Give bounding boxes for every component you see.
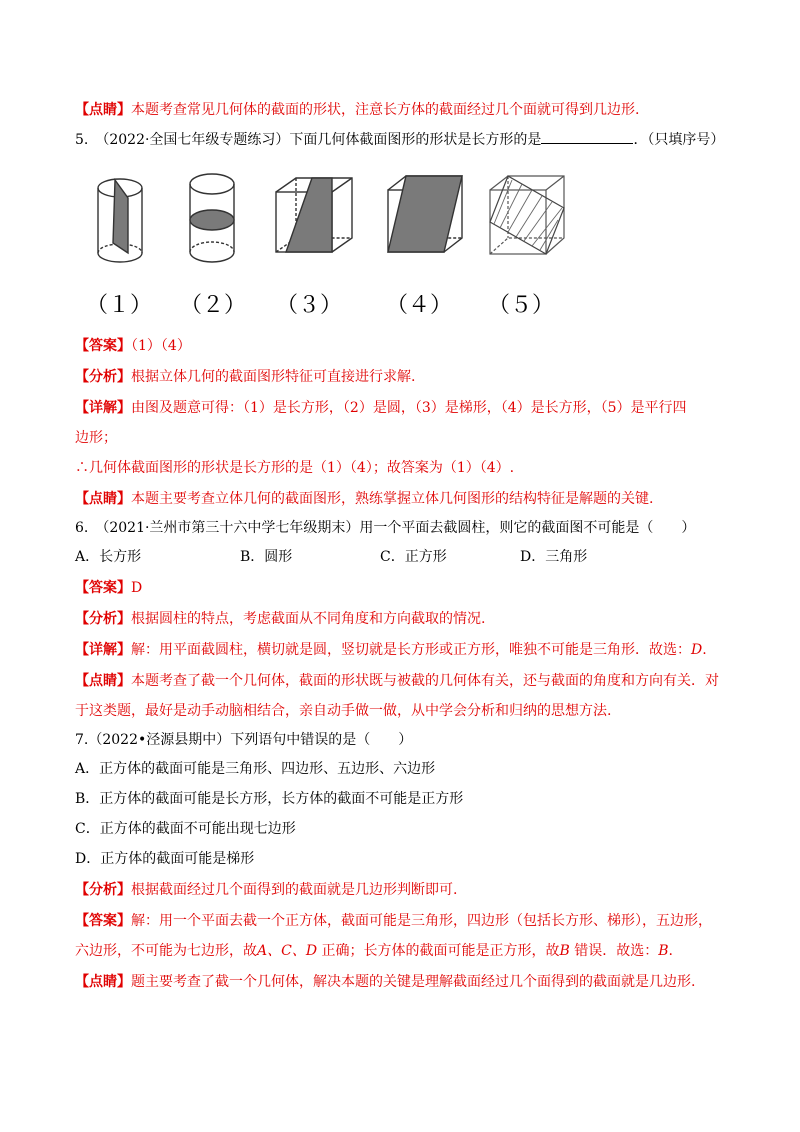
q6-option-d: D．三角形 (520, 549, 588, 565)
q5-detail-line1: 【详解】由图及题意可得：（1）是长方形，（2）是圆，（3）是梯形，（4）是长方形，（5）是平行四 (75, 400, 687, 416)
q5-detail-line3: ∴几何体截面图形的形状是长方形的是（1）（4）；故答案为（1）（4）. (75, 460, 515, 476)
cylinder-vertical-section-icon (98, 179, 142, 262)
cube-trapezoid-section-icon (276, 178, 352, 252)
q6-analysis: 【分析】根据圆柱的特点，考虑截面从不同角度和方向截取的情况. (75, 611, 486, 627)
q4-note: 【点睛】本题考查常见几何体的截面的形状，注意长方体的截面经过几个面就可得到几边形. (75, 102, 640, 118)
q6-note-line2: 于这类题，最好是动手动脑相结合，亲自动手做一做，从中学会分析和归纳的思想方法. (75, 703, 612, 719)
cylinder-horizontal-section-icon (190, 174, 234, 262)
q6-detail: 【详解】解：用平面截圆柱，横切就是圆，竖切就是长方形或正方形，唯独不可能是三角形．故选：D. (75, 642, 707, 658)
q7-answer-line2: 六边形，不可能为七边形，故A、C、D 正确；长方体的截面可能是正方形，故B 错误．故选：B. (75, 943, 673, 959)
cube-rectangle-section-icon (388, 176, 462, 252)
q6-answer: 【答案】D (75, 580, 143, 596)
q7-analysis: 【分析】根据截面经过几个面得到的截面就是几边形判断即可. (75, 882, 458, 898)
q5-figure (80, 168, 580, 318)
q7-option-b: B．正方体的截面可能是长方形，长方体的截面不可能是正方形 (75, 791, 464, 807)
q6-option-c: C．正方形 (380, 549, 447, 565)
q5-analysis: 【分析】根据立体几何的截面图形特征可直接进行求解. (75, 369, 416, 385)
cube-parallelogram-section-icon (490, 176, 564, 254)
q7-note: 【点睛】题主要考查了截一个几何体，解决本题的关键是理解截面经过几个面得到的截面就是几边形. (75, 974, 696, 990)
q6-note-line1: 【点睛】本题考查了截一个几何体，截面的形状既与被截的几何体有关，还与截面的角度和方向有关．对 (75, 673, 719, 689)
q7-option-c: C．正方体的截面不可能出现七边形 (75, 821, 296, 837)
q6-options (75, 547, 587, 567)
q5-detail-line2: 边形； (75, 430, 117, 446)
figure-label-4: （４） (386, 293, 453, 318)
q7-option-a: A．正方体的截面可能是三角形、四边形、五边形、六边形 (75, 761, 436, 777)
figure-label-5: （５） (488, 293, 555, 318)
solids-illustration (80, 168, 580, 288)
figure-label-1: （１） (86, 293, 153, 318)
q6-option-a: A．长方形 (75, 549, 142, 565)
q7-stem: 7.（2022•泾源县期中）下列语句中错误的是（ ） (75, 732, 413, 748)
figure-label-3: （３） (276, 293, 343, 318)
q5-answer: 【答案】（1）（4） (75, 338, 191, 354)
answer-blank (541, 129, 633, 144)
q5-stem: 5. （2022·全国七年级专题练习）下面几何体截面图形的形状是长方形的是 ．（只填序号） (75, 129, 724, 150)
q5-note: 【点睛】本题主要考查立体几何的截面图形，熟练掌握立体几何图形的结构特征是解题的关键. (75, 491, 654, 507)
q7-option-d: D．正方体的截面可能是梯形 (75, 851, 255, 867)
q6-stem: 6. （2021·兰州市第三十六中学七年级期末）用一个平面去截圆柱，则它的截面图不可能是（ ） (75, 520, 696, 536)
figure-label-2: （２） (180, 293, 247, 318)
q7-answer-line1: 【答案】解：用一个平面去截一个正方体，截面可能是三角形，四边形（包括长方形、梯形），五边形， (75, 913, 712, 929)
q6-option-b: B．圆形 (240, 549, 293, 565)
